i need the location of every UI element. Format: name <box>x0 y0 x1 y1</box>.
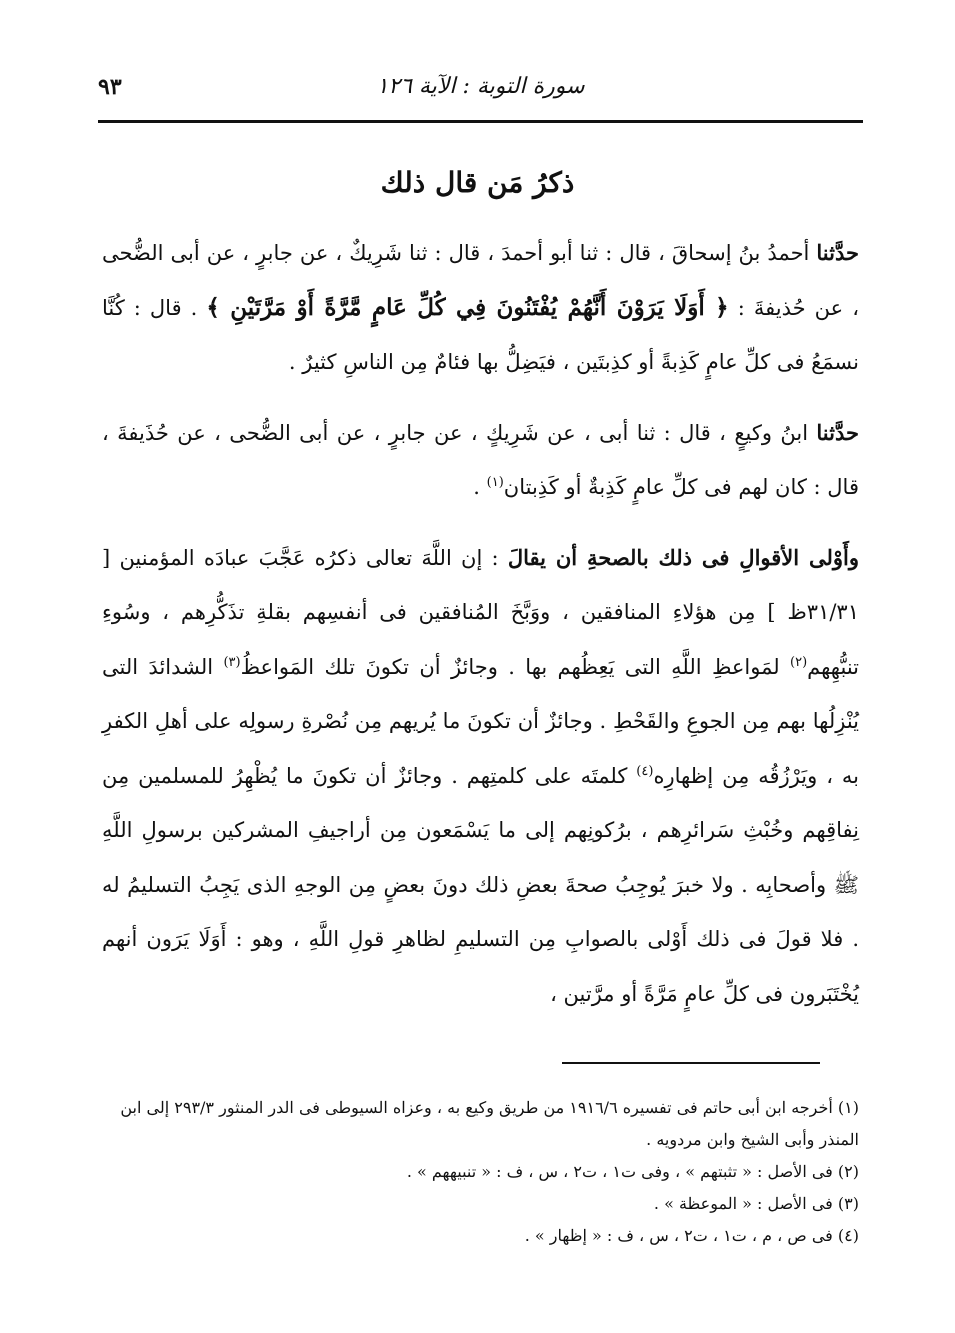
paragraph-3 <box>102 531 859 1022</box>
quran-verse: ﴿ أَوَلَا يَرَوْنَ أَنَّهُمْ يُفْتَنُونَ فِي كُلِّ عَامٍ مَّرَّةً أَوْ مَرَّتَيْنِ ﴾ <box>206 293 729 321</box>
page-number: ٩٣ <box>98 74 122 100</box>
paragraph-1 <box>102 226 859 390</box>
narration-marker: حدَّثنا <box>816 419 859 445</box>
paragraph-3-text-a: : إن اللَّهَ تعالى ذكرُه عَجَّبَ عبادَه المؤمنين [ ٣١/٣١ظ ] مِن هؤلاءِ المنافقين ، ووَبَّخَ المُنافقين فى أنفسِهم بقلةِ تذَكُّرِهم ، وسُوءِ تنبُّهِهم <box>102 545 859 679</box>
footnotes <box>104 1092 859 1252</box>
footnote-ref-2: (٢) <box>790 654 808 670</box>
paragraph-1-text-a: أحمدُ بنُ إسحاقَ ، قال : ثنا أبو أحمدَ ، قال : ثنا شَرِيكٌ ، عن جابرٍ ، عن أبى الضُّحى ، عن حُذيفةَ : <box>102 241 859 320</box>
footnote-1: (١) أخرجه ابن أبى حاتم فى تفسيره ١٩١٦/٦ من طريق وكيع به ، وعزاه السيوطى فى الدر المنثور ٢٩٣/٣ إلى ابن المنذر وأبى الشيخ وابن مردويه . <box>120 1098 859 1149</box>
paragraph-2-text-b: . <box>473 475 487 499</box>
paragraph-2-text-a: ابنُ وكيعٍ ، قال : ثنا أبى ، عن شَرِيكٍ ، عن جابرٍ ، عن أبى الضُّحى ، عن حُذَيفةَ ، قال : كان لهم فى كلِّ عامٍ كَذِبةٌ أو كَذِبتان <box>102 420 859 499</box>
footnote-2: (٢) فى الأصل : « تثبتهم » ، وفى ت١ ، ت٢ ، س ، ف : « تنبيههم » . <box>406 1162 859 1181</box>
footnote-3: (٣) فى الأصل : « الموعظة » . <box>653 1194 859 1213</box>
running-title: سورة التوبة : الآية ١٢٦ <box>376 74 585 99</box>
paragraph-3-text-d: كلمتَه على كلمتِهم . وجائزٌ أن تكونَ ما يُظْهِرُ للمسلمين مِن نِفاقِهم وخُبْثِ سَرائرِهم ، برُكونِهم إلى ما يَسْمَعون مِن أراجيفِ المشركين برسولِ اللَّهِ ﷺ وأصحابِه . ولا خبرَ يُوجِبُ صحةَ بعضِ ذلك دونَ بعضٍ مِن الوجهِ الذى يَجِبُ التسليمُ له . فلا قولَ فى ذلك أَوْلى بالصوابِ مِن التسليمِ لظاهرِ قولِ اللَّهِ ، وهو : أَوَلَا يَرَون أنهم يُخْتَبَرون فى كلِّ عامٍ مَرَّةً أو مرَّتين ، <box>102 763 859 1006</box>
paragraph-3-text-b: لمَواعظِ اللَّهِ التى يَعِظُهم بها . وجائزٌ أن تكونَ تلك المَواعظُ <box>240 654 790 679</box>
paragraph-3-lead: وأَوْلى الأقوالِ فى ذلك بالصحةِ أن يقالَ <box>507 544 859 570</box>
page-header <box>98 70 863 110</box>
body-text <box>102 226 859 1021</box>
footnote-4: (٤) فى ص ، م ، ت١ ، ت٢ ، س ، ف : « إظهار » . <box>524 1226 859 1245</box>
paragraph-2 <box>102 406 859 515</box>
footnote-ref-1: (١) <box>486 475 504 490</box>
paragraph-3-text-c: الشدائدَ التى يُنْزِلُها بهم مِن الجوعِ والقَحْطِ . وجائزٌ أن تكونَ ما يُريهم مِن نُصْرةِ رسولِه على أهلِ الكفرِ به ، ويَرْزُقُه مِن إظهارِه <box>102 654 859 788</box>
header-rule <box>98 120 863 123</box>
footnote-ref-4: (٤) <box>636 763 654 779</box>
footnote-ref-3: (٣) <box>223 654 241 670</box>
section-title: ذكرُ مَن قال ذلك <box>380 166 575 199</box>
footnote-rule <box>562 1062 820 1064</box>
narration-marker: حدَّثنا <box>816 240 859 265</box>
paragraph-1-text-b: . قال : كُنَّا نسمَعُ فى كلِّ عامٍ كَذِبةً أو كذِبتَين ، فيَضِلُّ بها فئامٌ مِن الناسِ كثيرٌ . <box>102 295 859 374</box>
